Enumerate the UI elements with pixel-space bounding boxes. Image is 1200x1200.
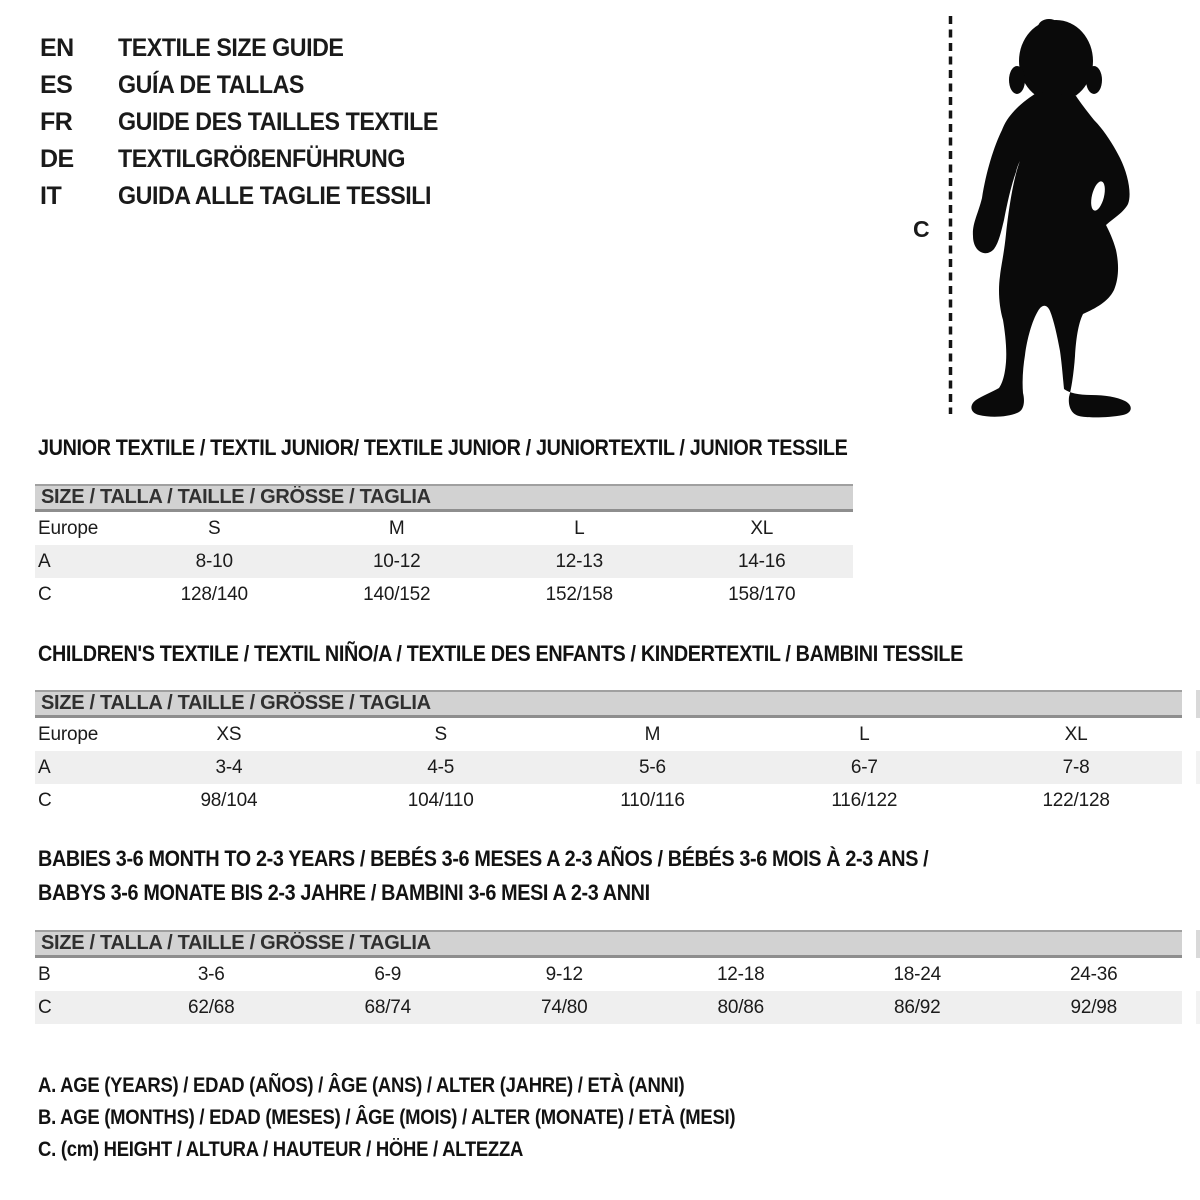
table-cell: 68/74 — [364, 997, 412, 1018]
table-row-months — [35, 958, 1182, 991]
table-cell: 92/98 — [1070, 997, 1118, 1018]
table-cell: S — [208, 518, 221, 539]
table-cell: L — [859, 724, 870, 745]
row-label: Europe — [38, 724, 99, 745]
height-marker-label: C — [913, 216, 930, 242]
table-cell: 5-6 — [639, 757, 666, 778]
height-dashed-line — [947, 16, 955, 414]
table-row-height — [35, 578, 853, 611]
babies-title-line1: BABIES 3-6 MONTH TO 2-3 YEARS / BEBÉS 3-6 MESES A 2-3 AÑOS / BÉBÉS 3-6 MOIS À 2-3 ANS / — [38, 846, 929, 871]
junior-section-title: JUNIOR TEXTILE / TEXTIL JUNIOR/ TEXTILE JUNIOR / JUNIORTEXTIL / JUNIOR TESSILE — [38, 435, 848, 460]
table-cell: 12-18 — [716, 964, 765, 985]
size-header-bar: SIZE / TALLA / TAILLE / GRÖSSE / TAGLIA — [35, 690, 1182, 718]
table-cell: 10-12 — [372, 551, 421, 572]
cropped-band-sliver — [1196, 751, 1200, 784]
table-cell: 14-16 — [737, 551, 786, 572]
table-cell: 6-9 — [374, 964, 402, 985]
size-header-bar: SIZE / TALLA / TAILLE / GRÖSSE / TAGLIA — [35, 930, 1182, 958]
language-row-it — [40, 178, 462, 215]
legend-line-age-months: B. AGE (MONTHS) / EDAD (MESES) / ÂGE (MOIS) / ALTER (MONATE) / ETÀ (MESI) — [38, 1106, 736, 1129]
guide-title-it: GUIDA ALLE TAGLIE TESSILI — [118, 182, 432, 210]
table-cell: 4-5 — [427, 757, 455, 778]
language-row-es — [40, 67, 462, 104]
children-size-table — [35, 690, 1182, 817]
row-label: A — [38, 551, 51, 572]
table-cell: 6-7 — [850, 757, 878, 778]
table-cell: 152/158 — [545, 584, 613, 605]
table-cell: 8-10 — [195, 551, 233, 572]
table-cell: 110/116 — [620, 790, 685, 811]
table-cell: 86/92 — [893, 997, 941, 1018]
table-row-height — [35, 991, 1182, 1024]
table-row-age — [35, 751, 1182, 784]
table-cell: 7-8 — [1062, 757, 1090, 778]
language-row-fr — [40, 104, 462, 141]
table-cell: 128/140 — [180, 584, 248, 605]
table-cell: M — [388, 518, 405, 539]
row-label: C — [38, 584, 52, 605]
table-row-europe — [35, 512, 853, 545]
table-row-europe — [35, 718, 1182, 751]
language-code: IT — [40, 182, 62, 210]
language-code: FR — [40, 108, 73, 136]
table-cell: M — [644, 724, 661, 745]
table-cell: 98/104 — [200, 790, 258, 811]
table-cell: 12-13 — [555, 551, 604, 572]
table-cell: 24-36 — [1069, 964, 1118, 985]
table-cell: 104/110 — [407, 790, 474, 811]
legend — [38, 1070, 830, 1166]
language-row-de — [40, 141, 462, 178]
guide-title-es: GUÍA DE TALLAS — [118, 71, 304, 99]
junior-size-table — [35, 484, 853, 611]
row-label: A — [38, 757, 51, 778]
table-cell: S — [434, 724, 447, 745]
row-label: C — [38, 997, 52, 1018]
size-header-bar: SIZE / TALLA / TAILLE / GRÖSSE / TAGLIA — [35, 484, 853, 512]
table-cell: 80/86 — [717, 997, 765, 1018]
table-cell: XS — [216, 724, 242, 745]
row-label: Europe — [38, 518, 99, 539]
guide-title-en: TEXTILE SIZE GUIDE — [118, 34, 344, 62]
cropped-bar-sliver — [1196, 690, 1200, 718]
table-cell: 3-4 — [215, 757, 243, 778]
language-guide — [40, 30, 462, 215]
table-cell: 158/170 — [728, 584, 796, 605]
cropped-band-sliver — [1196, 991, 1200, 1024]
table-cell: 3-6 — [197, 964, 225, 985]
table-cell: 74/80 — [540, 997, 588, 1018]
table-cell: 18-24 — [893, 964, 942, 985]
row-label: B — [38, 964, 51, 985]
babies-size-table — [35, 930, 1182, 1024]
legend-line-age-years: A. AGE (YEARS) / EDAD (AÑOS) / ÂGE (ANS) / ALTER (JAHRE) / ETÀ (ANNI) — [38, 1074, 685, 1097]
table-cell: L — [574, 518, 585, 539]
babies-title-line2: BABYS 3-6 MONATE BIS 2-3 JAHRE / BAMBINI 3-6 MESI A 2-3 ANNI — [38, 880, 650, 905]
table-cell: XL — [1064, 724, 1088, 745]
babies-section-title — [38, 842, 928, 910]
table-row-height — [35, 784, 1182, 817]
row-label: C — [38, 790, 52, 811]
guide-title-de: TEXTILGRÖßENFÜHRUNG — [118, 145, 405, 173]
toddler-silhouette-icon — [956, 14, 1146, 424]
table-cell: 116/122 — [831, 790, 898, 811]
table-cell: XL — [750, 518, 774, 539]
table-row-age — [35, 545, 853, 578]
children-section-title: CHILDREN'S TEXTILE / TEXTIL NIÑO/A / TEXTILE DES ENFANTS / KINDERTEXTIL / BAMBINI TESSILE — [38, 641, 963, 666]
table-cell: 9-12 — [545, 964, 583, 985]
table-cell: 122/128 — [1042, 790, 1110, 811]
table-cell: 62/68 — [187, 997, 235, 1018]
language-code: EN — [40, 34, 74, 62]
language-code: ES — [40, 71, 73, 99]
cropped-bar-sliver — [1196, 930, 1200, 958]
guide-title-fr: GUIDE DES TAILLES TEXTILE — [118, 108, 438, 136]
language-code: DE — [40, 145, 74, 173]
legend-line-height: C. (cm) HEIGHT / ALTURA / HAUTEUR / HÖHE / ALTEZZA — [38, 1138, 524, 1161]
language-row-en — [40, 30, 462, 67]
table-cell: 140/152 — [363, 584, 431, 605]
